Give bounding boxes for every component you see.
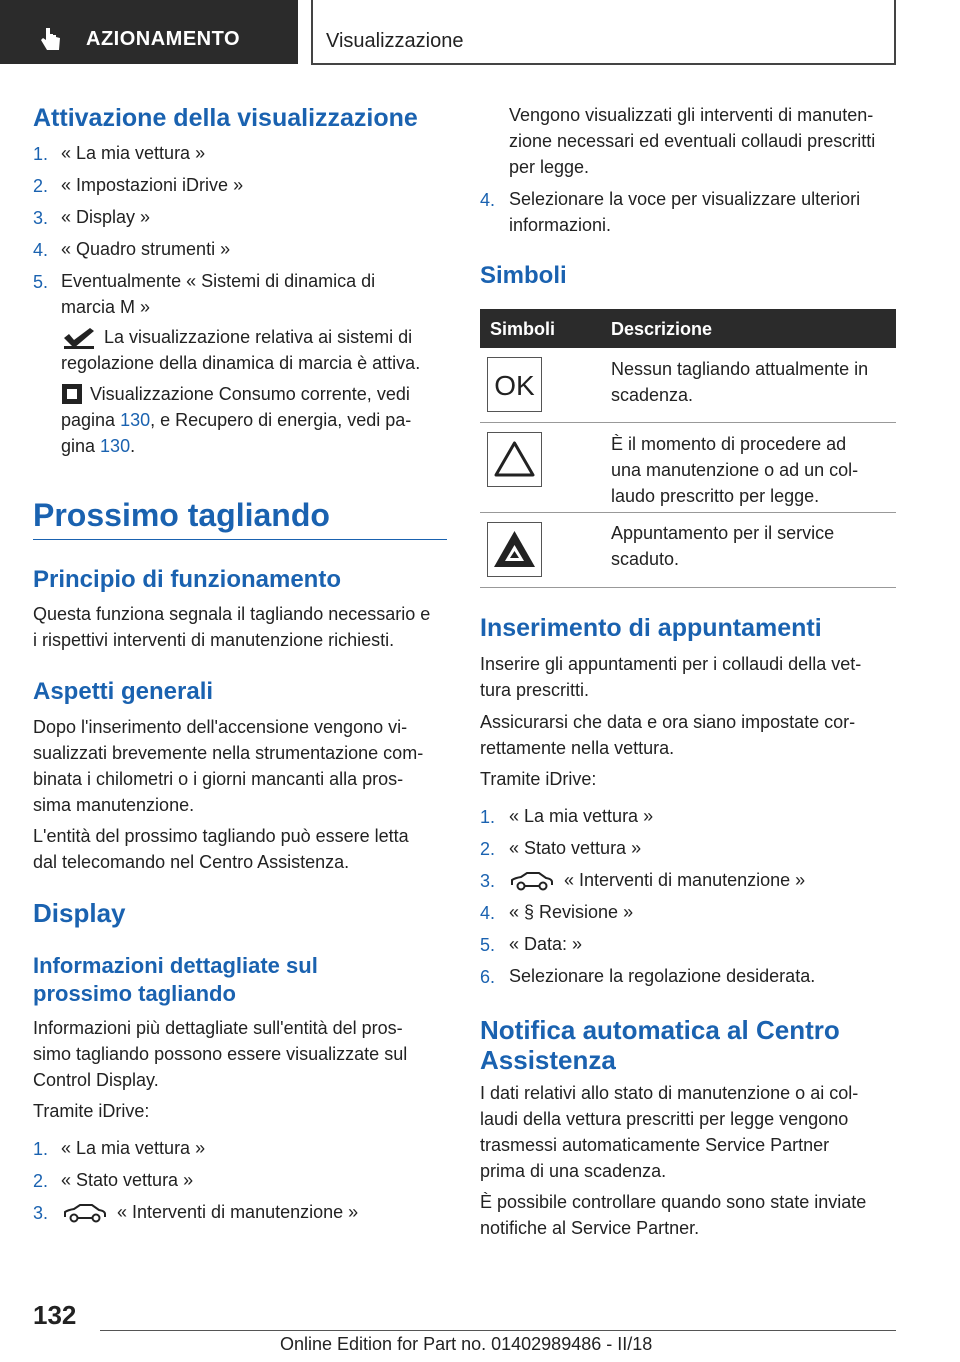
paragraph: Control Display. [33,1070,159,1090]
ok-symbol-text: OK [494,370,535,401]
paragraph: sualizzati brevemente nella strumentazione com- [33,743,424,763]
paragraph: i rispettivi interventi di manutenzione richiesti. [33,630,395,650]
paragraph: Questa funziona segnala il tagliando necessario e [33,604,431,624]
step-number: 4. [480,190,496,210]
paragraph: dal telecomando nel Centro Assistenza. [33,852,350,872]
paragraph: per legge. [509,157,590,177]
step-number: 4. [33,240,49,260]
paragraph: prima di una scadenza. [480,1161,667,1181]
note-text: regolazione della dinamica di marcia è attiva. [61,353,421,373]
warning-triangle-outline-icon [487,432,542,487]
paragraph: notifiche al Service Partner. [480,1218,700,1238]
footer-rule [100,1330,896,1331]
step-number: 2. [480,839,496,859]
paragraph: zione necessari ed eventuali collaudi prescritti [509,131,876,151]
table-cell: una manutenzione o ad un col- [611,460,859,480]
step-text: « La mia vettura » [509,806,654,826]
step-text: « Quadro strumenti » [61,239,231,259]
footer-edition: Online Edition for Part no. 01402989486 - II/18 [280,1334,653,1354]
step-text: Eventualmente « Sistemi di dinamica di [61,271,376,291]
paragraph: Vengono visualizzati gli interventi di manuten- [509,105,874,125]
car-icon [509,870,555,892]
step-text: « Interventi di manutenzione » [117,1202,359,1222]
heading-rule [33,539,447,540]
step-text: « Impostazioni iDrive » [61,175,244,195]
hand-pointer-icon [38,26,64,52]
table-cell: laudo prescritto per legge. [611,486,820,506]
step-text: « Interventi di manutenzione » [564,870,806,890]
step-text: « Stato vettura » [61,1170,194,1190]
page-number: 132 [33,1300,77,1330]
step-number: 4. [480,903,496,923]
note-text: gina [61,436,101,456]
paragraph: binata i chilometri o i giorni mancanti alla pros- [33,769,404,789]
step-text: « Stato vettura » [509,838,642,858]
step-text: « La mia vettura » [61,1138,206,1158]
paragraph: Tramite iDrive: [33,1101,150,1121]
paragraph: tura prescritti. [480,680,590,700]
square-icon [62,384,82,404]
step-number: 6. [480,967,496,987]
paragraph: sima manutenzione. [33,795,195,815]
paragraph: Assicurarsi che data e ora siano impostate cor- [480,712,856,732]
heading-attivazione: Attivazione della visualizzazione [33,104,418,132]
step-number: 1. [33,144,49,164]
step-number: 5. [33,272,49,292]
step-number: 5. [480,935,496,955]
table-row-divider [480,512,896,513]
step-text: Selezionare la voce per visualizzare ulteriori [509,189,861,209]
column-header: Descrizione [611,319,713,339]
heading-info: prossimo tagliando [33,981,236,1006]
heading-display: Display [33,898,126,928]
heading-info: Informazioni dettagliate sul [33,953,318,978]
paragraph: Tramite iDrive: [480,769,597,789]
note-text: Visualizzazione Consumo corrente, vedi [90,384,410,404]
header-title: Visualizzazione [326,30,464,52]
paragraph: simo tagliando possono essere visualizzate sul [33,1044,408,1064]
table-row-divider [480,587,896,588]
heading-prossimo-tagliando: Prossimo tagliando [33,497,330,533]
table-row-divider [480,422,896,423]
table-cell: Nessun tagliando attualmente in [611,359,869,379]
step-number: 2. [33,176,49,196]
heading-inserimento: Inserimento di appuntamenti [480,614,822,642]
column-header: Simboli [490,319,556,339]
table-cell: scadenza. [611,385,694,405]
paragraph: Inserire gli appuntamenti per i collaudi della vet- [480,654,862,674]
car-icon [62,1202,108,1224]
step-text: « La mia vettura » [61,143,206,163]
note-text: pagina [61,410,121,430]
step-text: « Data: » [509,934,583,954]
step-number: 2. [33,1171,49,1191]
heading-principio: Principio di funzionamento [33,566,341,593]
table-cell: È il momento di procedere ad [611,434,847,454]
paragraph: I dati relativi allo stato di manutenzione o ai col- [480,1083,859,1103]
page-link[interactable]: 130 [120,410,151,430]
note-text: La visualizzazione relativa ai sistemi di [104,327,413,347]
step-number: 1. [480,807,496,827]
paragraph: Informazioni più dettagliate sull'entità del pros- [33,1018,403,1038]
header-section-label: AZIONAMENTO [86,28,241,50]
step-number: 1. [33,1139,49,1159]
step-text: informazioni. [509,215,612,235]
page-link[interactable]: 130 [100,436,131,456]
step-number: 3. [480,871,496,891]
table-cell: scaduto. [611,549,680,569]
paragraph: È possibile controllare quando sono state inviate [480,1192,867,1212]
step-text: Selezionare la regolazione desiderata. [509,966,816,986]
paragraph: trasmessi automaticamente Service Partner [480,1135,830,1155]
heading-notifica: Notifica automatica al Centro [480,1015,840,1045]
step-number: 3. [33,1203,49,1223]
step-text: « Display » [61,207,151,227]
heading-simboli: Simboli [480,262,567,289]
note-text-line [61,433,135,459]
heading-aspetti: Aspetti generali [33,678,214,705]
table-cell: Appuntamento per il service [611,523,835,543]
paragraph: Dopo l'inserimento dell'accensione vengono vi- [33,717,408,737]
check-dynamic-icon [62,326,96,350]
paragraph: rettamente nella vettura. [480,738,675,758]
paragraph: L'entità del prossimo tagliando può essere letta [33,826,409,846]
step-number: 3. [33,208,49,228]
warning-triangle-filled-icon [487,522,542,577]
step-text: marcia M » [61,297,151,317]
step-text: « § Revisione » [509,902,634,922]
note-text-line [61,407,411,433]
paragraph: laudi della vettura prescritti per legge vengono [480,1109,849,1129]
note-text: , e Recupero di energia, vedi pa- [150,410,412,430]
heading-notifica: Assistenza [480,1045,616,1075]
note-text: . [130,436,136,456]
ok-symbol-icon [487,357,542,412]
